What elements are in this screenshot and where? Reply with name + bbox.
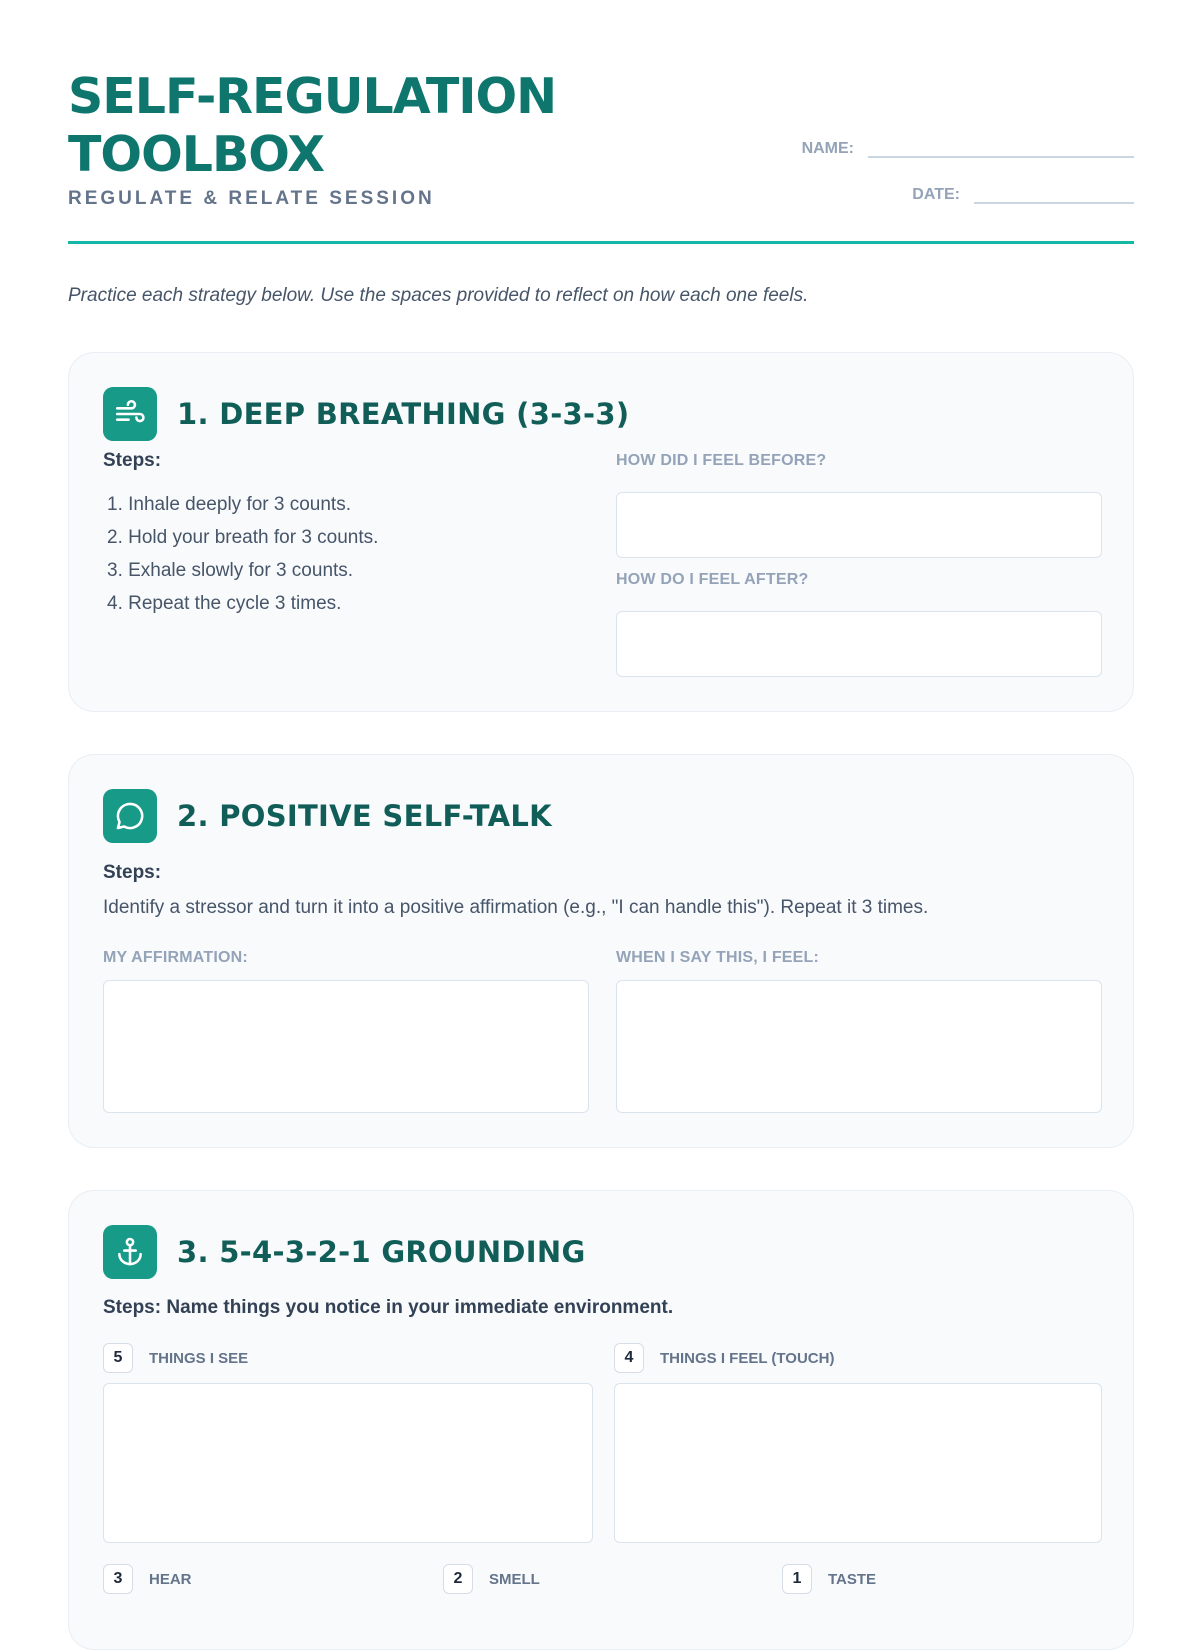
section-title: 1. DEEP BREATHING (3-3-3) — [177, 397, 630, 431]
smell-item — [443, 1564, 540, 1594]
card-header — [103, 789, 552, 843]
feel-after-label: HOW DO I FEEL AFTER? — [616, 571, 809, 588]
count-badge: 1 — [782, 1564, 812, 1594]
name-label: NAME: — [801, 140, 854, 157]
section-description: Identify a stressor and turn it into a positive affirmation (e.g., "I can handle this"). Repeat it 3 times. — [103, 897, 929, 918]
list-item: 4. Repeat the cycle 3 times. — [107, 593, 342, 614]
list-item: 3. Exhale slowly for 3 counts. — [107, 560, 354, 581]
header — [68, 68, 1134, 244]
see-item — [103, 1343, 248, 1373]
card-header — [103, 1225, 586, 1279]
steps-label: Steps: — [103, 862, 162, 883]
affirmation-field[interactable] — [103, 980, 589, 1113]
date-field[interactable] — [974, 182, 1134, 204]
item-label: THINGS I FEEL (TOUCH) — [660, 1349, 835, 1367]
wind-icon — [103, 387, 157, 441]
list-item: 2. Hold your breath for 3 counts. — [107, 527, 379, 548]
page-subtitle: REGULATE & RELATE SESSION — [68, 188, 435, 209]
name-field[interactable] — [868, 136, 1134, 158]
steps-label: Steps: — [103, 450, 162, 471]
list-item: 1. Inhale deeply for 3 counts. — [107, 494, 351, 515]
count-badge: 4 — [614, 1343, 644, 1373]
date-row — [912, 182, 1134, 204]
date-label: DATE: — [912, 186, 960, 203]
count-badge: 3 — [103, 1564, 133, 1594]
steps-list — [103, 488, 378, 620]
header-divider — [68, 241, 1134, 244]
feeling-label: WHEN I SAY THIS, I FEEL: — [616, 949, 820, 966]
feel-field[interactable] — [614, 1383, 1102, 1543]
feel-after-field[interactable] — [616, 611, 1102, 677]
hear-item — [103, 1564, 192, 1594]
feel-before-field[interactable] — [616, 492, 1102, 558]
feeling-field[interactable] — [616, 980, 1102, 1113]
affirmation-label: MY AFFIRMATION: — [103, 949, 248, 966]
item-label: HEAR — [149, 1570, 192, 1588]
page-title: SELF-REGULATION TOOLBOX — [68, 68, 557, 183]
see-field[interactable] — [103, 1383, 593, 1543]
speech-bubble-icon — [103, 789, 157, 843]
card-header — [103, 387, 629, 441]
name-row — [802, 136, 1134, 158]
count-badge: 5 — [103, 1343, 133, 1373]
positive-self-talk-card — [68, 754, 1134, 1148]
item-label: THINGS I SEE — [149, 1349, 249, 1367]
grounding-card — [68, 1190, 1134, 1650]
item-label: TASTE — [828, 1570, 877, 1588]
feel-before-label: HOW DID I FEEL BEFORE? — [616, 452, 827, 469]
item-label: SMELL — [489, 1570, 540, 1588]
anchor-icon — [103, 1225, 157, 1279]
section-title: 3. 5-4-3-2-1 GROUNDING — [177, 1235, 586, 1269]
section-title: 2. POSITIVE SELF-TALK — [177, 799, 552, 833]
steps-text: Steps: Name things you notice in your immediate environment. — [103, 1297, 674, 1318]
deep-breathing-card — [68, 352, 1134, 712]
count-badge: 2 — [443, 1564, 473, 1594]
feel-item — [614, 1343, 834, 1373]
taste-item — [782, 1564, 876, 1594]
intro-text: Practice each strategy below. Use the spaces provided to reflect on how each one feels. — [68, 285, 809, 306]
